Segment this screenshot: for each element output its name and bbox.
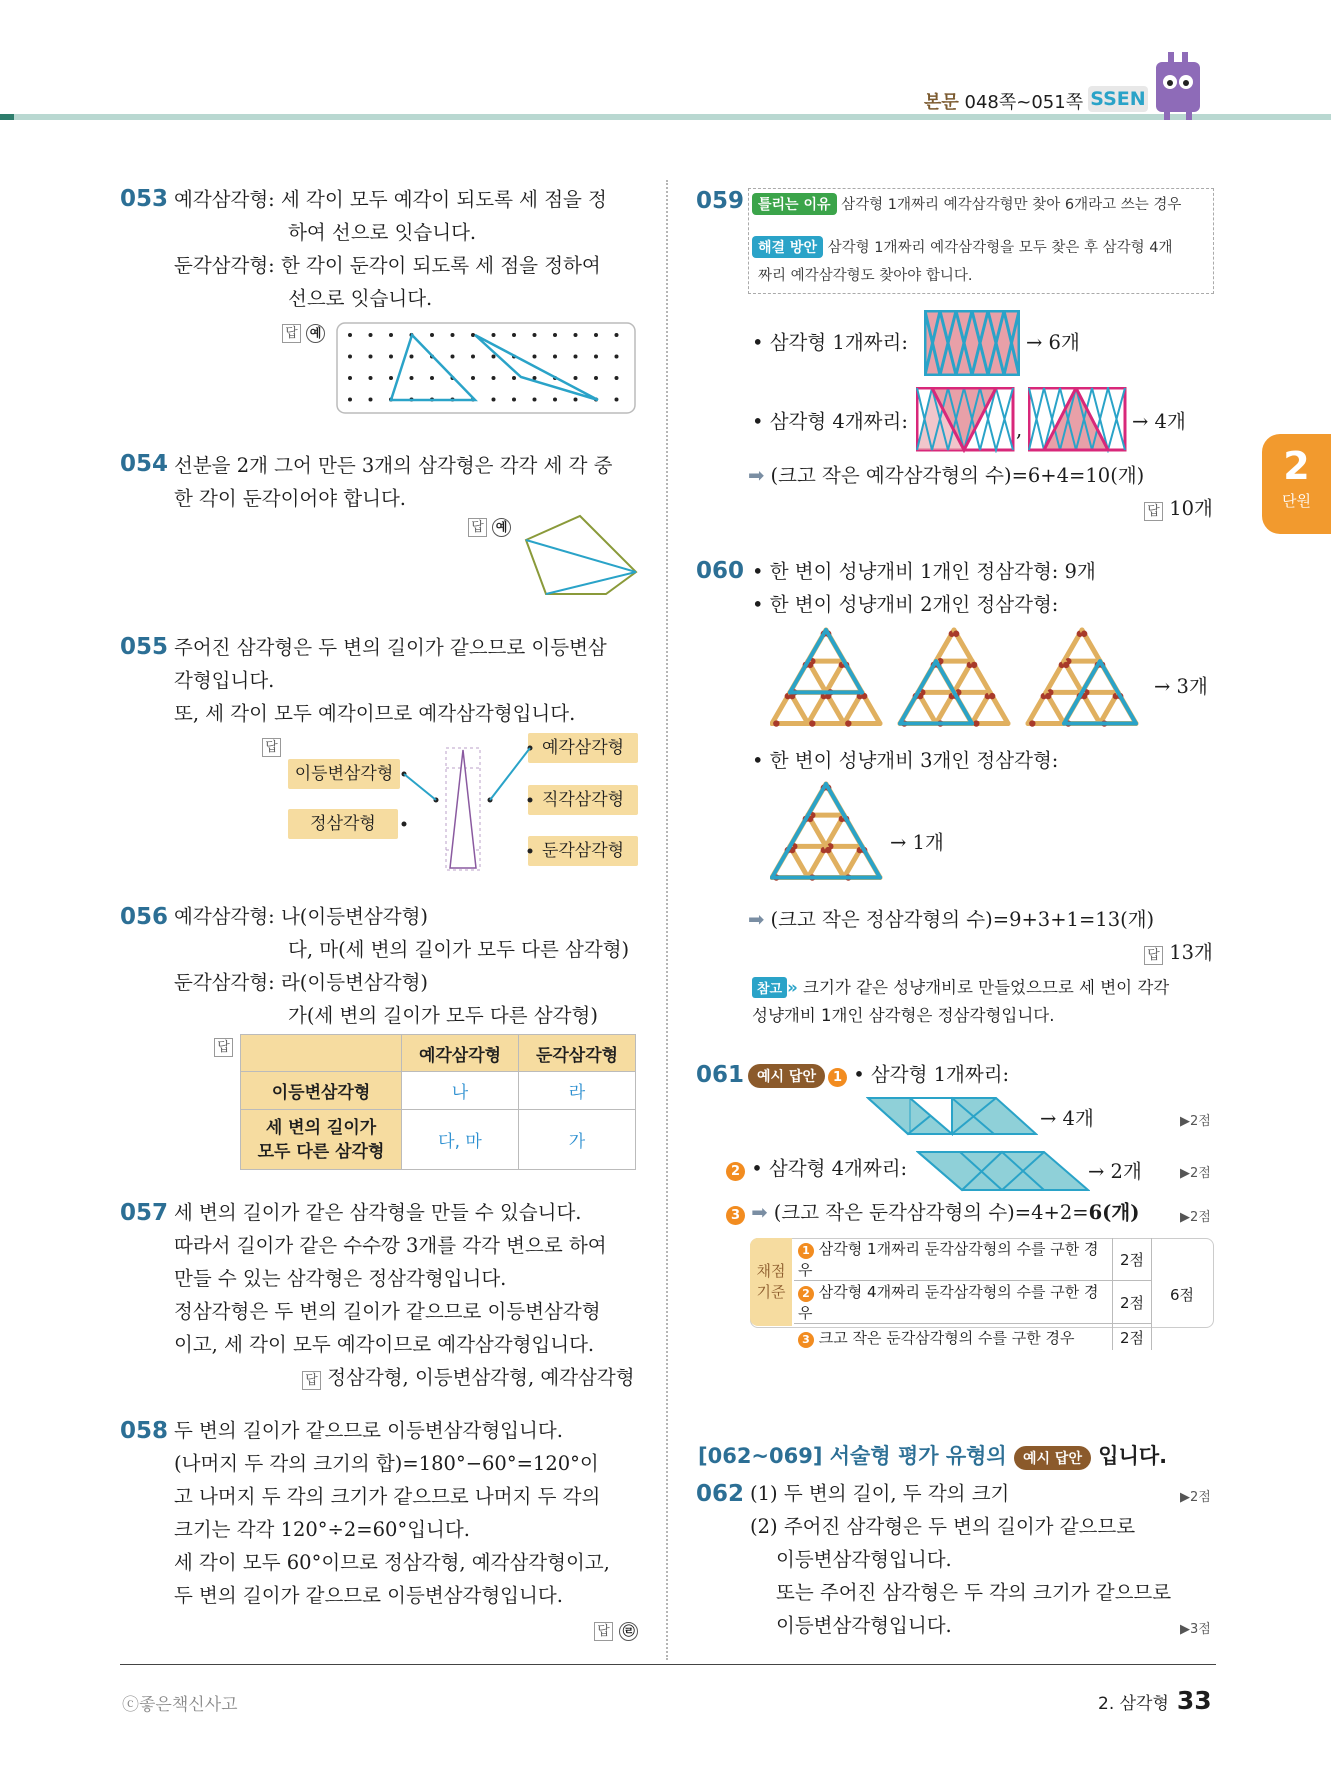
q061-step2-text: • 삼각형 4개짜리:	[751, 1157, 908, 1180]
q056-line-4: 가(세 변의 길이가 모두 다른 삼각형)	[288, 1004, 598, 1027]
q058-number: 058	[120, 1418, 169, 1444]
q055-right-acute[interactable]: 예각삼각형	[528, 733, 638, 763]
ssen-logo: SSEN	[1088, 86, 1148, 112]
q056-answer-mark	[214, 1036, 233, 1057]
matchstick-head	[989, 693, 995, 699]
q053-line-4: 선으로 잇습니다.	[288, 287, 433, 310]
grid-dot	[512, 333, 516, 337]
q056-row2-obtuse: 가	[519, 1110, 636, 1170]
grid-dot	[410, 376, 414, 380]
q062-line-1: (1) 두 변의 길이, 두 각의 크기	[750, 1482, 1010, 1505]
q059-wrong-row	[752, 193, 1181, 215]
grid-dot	[348, 376, 352, 380]
q061-step1-points: ▶2점	[1180, 1114, 1211, 1129]
q056-line-2: 다, 마(세 변의 길이가 모두 다른 삼각형)	[288, 938, 630, 961]
matchstick-head	[973, 720, 979, 726]
q061-step1-result: → 4개	[1040, 1107, 1094, 1130]
q061-scoring-table	[794, 1238, 1212, 1350]
grid-dot	[369, 376, 373, 380]
q056-table	[240, 1034, 636, 1170]
criteria-row-3	[794, 1324, 1113, 1351]
q055-left-isosceles[interactable]: 이등변삼각형	[288, 759, 400, 789]
q058-line-4: 크기는 각각 120°÷2=60°입니다.	[174, 1518, 470, 1541]
q056-line-1: 예각삼각형: 나(이등변삼각형)	[174, 905, 429, 928]
header-range: 048쪽~051쪽	[964, 92, 1084, 113]
q057-line-4: 정삼각형은 두 변의 길이가 같으므로 이등변삼각형	[174, 1300, 601, 1323]
grid-dot	[369, 333, 373, 337]
q055-matching-figure	[400, 740, 534, 880]
q059-row1-figure	[924, 310, 1020, 376]
grid-dot	[594, 376, 598, 380]
q060-result-3: → 1개	[890, 831, 944, 854]
q059-calc: ➡ (크고 작은 예각삼각형의 수)=6+4=10(개)	[748, 464, 1145, 487]
q061-step2-figure	[916, 1150, 1090, 1192]
step-3-icon: 3	[726, 1206, 745, 1225]
criteria-2-text: 삼각형 4개짜리 둔각삼각형의 수를 구한 경우	[798, 1283, 1099, 1322]
criteria-row-1	[794, 1238, 1113, 1281]
q061-step2	[726, 1152, 907, 1185]
q055-left-equilateral[interactable]: 정삼각형	[288, 809, 398, 839]
grid-dot	[574, 398, 578, 402]
q061-step3-text: (크고 작은 둔각삼각형의 수)=4+2=	[773, 1201, 1089, 1224]
q060-line-2: • 한 변이 성냥개비 2개인 정삼각형:	[752, 593, 1059, 616]
q062-line-3: 이등변삼각형입니다.	[776, 1548, 952, 1571]
matchstick-head	[971, 662, 977, 668]
section-heading-post: 입니다.	[1098, 1444, 1168, 1468]
q060-answer	[1144, 936, 1213, 969]
grid-dot	[348, 355, 352, 359]
q056-row2-label-2: 모두 다른 삼각형	[257, 1141, 385, 1162]
q061-step3-answer: 6(개)	[1088, 1201, 1140, 1224]
grid-dot	[389, 333, 393, 337]
q059-fix-text-1: 삼각형 1개짜리 예각삼각형을 모두 찾은 후 삼각형 4개	[827, 240, 1173, 256]
grid-dot	[389, 376, 393, 380]
example-mark: 예	[306, 324, 325, 343]
chapter-number: 2	[1283, 444, 1310, 488]
q060-line-3: • 한 변이 성냥개비 3개인 정삼각형:	[752, 749, 1059, 772]
answer-mark: 답	[1144, 946, 1163, 965]
header-prefix: 본문	[924, 92, 959, 113]
matchstick-head	[1063, 662, 1069, 668]
grid-dot	[492, 355, 496, 359]
grid-dot	[348, 398, 352, 402]
grid-dot	[492, 333, 496, 337]
q060-answer-text: 13개	[1169, 941, 1213, 964]
q059-fix-row	[752, 236, 1172, 258]
header-rule-accent	[0, 114, 14, 120]
q056-row2-acute: 다, 마	[402, 1110, 519, 1170]
q059-row1-label: • 삼각형 1개짜리:	[752, 331, 908, 354]
grid-dot	[615, 398, 619, 402]
criteria-1-icon: 1	[798, 1243, 814, 1259]
criteria-2-icon: 2	[798, 1286, 814, 1302]
section-heading-pre: [062~069] 서술형 평가 유형의	[698, 1444, 1007, 1468]
grid-dot	[615, 333, 619, 337]
grid-dot	[553, 398, 557, 402]
q058-line-6: 두 변의 길이가 같으므로 이등변삼각형입니다.	[174, 1584, 563, 1607]
q053-answer-mark	[282, 322, 325, 343]
criteria-row-2	[794, 1281, 1113, 1324]
matchstick-head	[953, 631, 959, 637]
criteria-2-points: 2점	[1113, 1281, 1152, 1324]
q059-fix-text-2: 짜리 예각삼각형도 찾아야 합니다.	[758, 268, 973, 284]
q059-number: 059	[696, 188, 745, 214]
q056-row1-acute: 나	[402, 1072, 519, 1110]
q060-ref-text-1: 크기가 같은 성냥개비로 만들었으므로 세 변이 각각	[803, 978, 1170, 997]
q057-answer-text: 정삼각형, 이등변삼각형, 예각삼각형	[327, 1366, 635, 1389]
matchstick-head	[773, 720, 779, 726]
answer-mark: 답	[594, 1622, 613, 1641]
q056-th-obtuse: 둔각삼각형	[519, 1035, 636, 1072]
answer-mark: 답	[214, 1038, 233, 1057]
q061-step1-figure	[866, 1096, 1038, 1136]
q060-number: 060	[696, 558, 745, 584]
q056-th-acute: 예각삼각형	[402, 1035, 519, 1072]
q058-answer-text: ㉣	[619, 1622, 638, 1641]
q056-row2-label-1: 세 변의 길이가	[265, 1117, 377, 1138]
q062-line-5: 이등변삼각형입니다.	[776, 1614, 952, 1637]
q061-number: 061	[696, 1062, 745, 1088]
q061-scoring-label-2: 기준	[756, 1283, 786, 1301]
q061-step2-points: ▶2점	[1180, 1166, 1211, 1181]
q059-row2-figure-a	[916, 387, 1016, 453]
grid-dot	[574, 355, 578, 359]
criteria-3-text: 크고 작은 둔각삼각형의 수를 구한 경우	[818, 1328, 1075, 1347]
grid-dot	[389, 355, 393, 359]
q060-line-1: • 한 변이 성냥개비 1개인 정삼각형: 9개	[752, 560, 1096, 583]
q055-number: 055	[120, 634, 169, 660]
q062-line-1-points: ▶2점	[1180, 1490, 1211, 1505]
grid-dot	[533, 398, 537, 402]
q061-scoring-label-1: 채점	[756, 1262, 786, 1280]
q058-line-3: 고 나머지 두 각의 크기가 같으므로 나머지 두 각의	[174, 1485, 601, 1508]
q055-answer-mark	[262, 736, 281, 757]
grid-dot	[369, 355, 373, 359]
example-mark: 예	[492, 518, 511, 537]
q060-ref-label: 참고	[752, 977, 787, 998]
grid-dot	[471, 333, 475, 337]
q057-line-3: 만들 수 있는 삼각형은 정삼각형입니다.	[174, 1267, 507, 1290]
q061-step3: 3 ➡ (크고 작은 둔각삼각형의 수)=4+2=6(개)	[726, 1196, 1139, 1229]
q053-line-2: 하여 선으로 잇습니다.	[288, 221, 477, 244]
footer-chapter: 2. 삼각형	[1098, 1694, 1169, 1714]
q056-row1-obtuse: 라	[519, 1072, 636, 1110]
q061-example-pill: 예시 답안	[748, 1064, 825, 1088]
q062-line-4: 또는 주어진 삼각형은 두 각의 크기가 같으므로	[776, 1581, 1172, 1604]
grid-dot	[594, 355, 598, 359]
grid-dot	[471, 355, 475, 359]
answer-mark: 답	[302, 1371, 321, 1390]
q053-line-1: 예각삼각형: 세 각이 모두 예각이 되도록 세 점을 정	[174, 188, 607, 211]
q059-calc-text: (크고 작은 예각삼각형의 수)=6+4=10(개)	[770, 464, 1145, 487]
q060-result-2: → 3개	[1154, 675, 1208, 698]
q061-step1-text: • 삼각형 1개짜리:	[853, 1063, 1010, 1086]
q054-number: 054	[120, 451, 169, 477]
grid-dot	[553, 355, 557, 359]
q053-dot-grid-figure	[336, 322, 636, 414]
q055-right-right[interactable]: 직각삼각형	[528, 785, 638, 815]
q057-answer	[302, 1361, 635, 1394]
q056-row1-label: 이등변삼각형	[241, 1072, 402, 1110]
grid-dot	[512, 376, 516, 380]
q057-line-5: 이고, 세 각이 모두 예각이므로 예각삼각형입니다.	[174, 1333, 595, 1356]
q054-line-2: 한 각이 둔각이어야 합니다.	[174, 487, 407, 510]
mascot-icon	[1150, 52, 1206, 120]
grid-dot	[512, 398, 516, 402]
grid-dot	[492, 376, 496, 380]
criteria-1-points: 2점	[1113, 1238, 1152, 1281]
grid-dot	[615, 376, 619, 380]
grid-dot	[430, 333, 434, 337]
step-2-icon: 2	[726, 1162, 745, 1181]
q056-line-3: 둔각삼각형: 라(이등변삼각형)	[174, 971, 429, 994]
criteria-total: 6점	[1169, 1285, 1195, 1304]
q058-line-1: 두 변의 길이가 같으므로 이등변삼각형입니다.	[174, 1419, 563, 1442]
answer-mark: 답	[262, 738, 281, 757]
grid-dot	[533, 333, 537, 337]
section-example-pill: 예시 답안	[1014, 1446, 1091, 1470]
matchstick-head	[1045, 693, 1051, 699]
criteria-3-points: 2점	[1113, 1324, 1152, 1351]
q060-calc-text: (크고 작은 정삼각형의 수)=9+3+1=13(개)	[770, 908, 1155, 931]
header-rule	[0, 114, 1331, 120]
section-heading	[698, 1440, 1167, 1470]
q053-number: 053	[120, 186, 169, 212]
grid-dot	[492, 398, 496, 402]
grid-dot	[553, 333, 557, 337]
q059-answer	[1144, 492, 1213, 525]
q060-matchstick-figure-size3	[770, 780, 890, 892]
matchstick-head	[809, 720, 815, 726]
answer-mark: 답	[1144, 502, 1163, 521]
q057-line-2: 따라서 길이가 같은 수수깡 3개를 각각 변으로 하여	[174, 1234, 607, 1257]
footer-copyright: ⓒ좋은책신사고	[122, 1695, 238, 1715]
grid-dot	[533, 355, 537, 359]
q058-line-2: (나머지 두 각의 크기의 합)=180°−60°=120°이	[174, 1452, 599, 1475]
grid-dot	[348, 333, 352, 337]
q062-line-2: (2) 주어진 삼각형은 두 변의 길이가 같으므로	[750, 1515, 1136, 1538]
q061-step1	[828, 1058, 1009, 1091]
grid-dot	[594, 333, 598, 337]
q059-fix-label: 해결 방안	[752, 236, 823, 258]
q055-line-2: 각형입니다.	[174, 669, 275, 692]
q060-reference: 참고 » 크기가 같은 성냥개비로 만들었으므로 세 변이 각각	[752, 974, 1169, 998]
q061-step3-points: ▶2점	[1180, 1210, 1211, 1225]
grid-dot	[451, 355, 455, 359]
grid-dot	[574, 333, 578, 337]
q061-step2-result: → 2개	[1088, 1160, 1142, 1183]
header-page-range	[924, 88, 1083, 114]
q054-answer-mark	[468, 516, 511, 537]
chapter-unit: 단원	[1282, 492, 1311, 510]
q060-calc: ➡ (크고 작은 정삼각형의 수)=9+3+1=13(개)	[748, 908, 1155, 931]
q060-ref-text-2: 성냥개비 1개인 삼각형은 정삼각형입니다.	[752, 1006, 1055, 1025]
q053-line-3: 둔각삼각형: 한 각이 둔각이 되도록 세 점을 정하여	[174, 254, 601, 277]
q056-th-empty	[241, 1035, 402, 1072]
q062-line-5-points: ▶3점	[1180, 1622, 1211, 1637]
criteria-1-text: 삼각형 1개짜리 둔각삼각형의 수를 구한 경우	[798, 1240, 1099, 1279]
q055-line-3: 또, 세 각이 모두 예각이므로 예각삼각형입니다.	[174, 702, 576, 725]
q058-line-5: 세 각이 모두 60°이므로 정삼각형, 예각삼각형이고,	[174, 1551, 610, 1574]
q061-scoring-label	[750, 1238, 792, 1326]
footer-rule	[120, 1664, 1216, 1665]
matchstick-head	[845, 720, 851, 726]
q059-comma: ,	[1016, 418, 1023, 441]
grid-dot	[471, 376, 475, 380]
grid-dot	[410, 355, 414, 359]
q054-pentagon-figure	[520, 514, 640, 598]
matchstick-head	[1029, 720, 1035, 726]
q056-number: 056	[120, 904, 169, 930]
column-divider	[666, 180, 668, 1660]
q058-answer	[594, 1612, 638, 1645]
q062-number: 062	[696, 1481, 745, 1507]
grid-dot	[615, 355, 619, 359]
q055-line-1: 주어진 삼각형은 두 변의 길이가 같으므로 이등변삼	[174, 636, 607, 659]
chapter-tab[interactable]	[1262, 434, 1331, 534]
step-1-icon: 1	[828, 1068, 847, 1087]
q059-row1-result: → 6개	[1026, 331, 1080, 354]
q056-row2-label	[241, 1110, 402, 1170]
q055-right-obtuse[interactable]: 둔각삼각형	[528, 836, 638, 866]
matchstick-head	[1081, 631, 1087, 637]
q060-matchstick-figures-size2	[770, 626, 1140, 738]
criteria-3-icon: 3	[798, 1332, 814, 1348]
q057-line-1: 세 변의 길이가 같은 삼각형을 만들 수 있습니다.	[174, 1201, 582, 1224]
q054-line-1: 선분을 2개 그어 만든 3개의 삼각형은 각각 세 각 중	[174, 454, 613, 477]
q059-row2-figure-b	[1028, 387, 1128, 453]
footer-page-number: 33	[1176, 1686, 1212, 1715]
q059-wrong-label: 틀리는 이유	[752, 193, 837, 215]
grid-dot	[451, 333, 455, 337]
q059-wrong-text: 삼각형 1개짜리 예각삼각형만 찾아 6개라고 쓰는 경우	[841, 197, 1182, 213]
grid-dot	[369, 398, 373, 402]
grid-dot	[430, 376, 434, 380]
footer-page-info	[1098, 1686, 1212, 1715]
answer-mark: 답	[282, 324, 301, 343]
answer-mark: 답	[468, 518, 487, 537]
q059-row2-label: • 삼각형 4개짜리:	[752, 410, 908, 433]
q061-pill-wrap	[748, 1064, 825, 1088]
q059-row2-result: → 4개	[1132, 410, 1186, 433]
grid-dot	[574, 376, 578, 380]
matchstick-head	[825, 847, 831, 853]
q059-answer-text: 10개	[1169, 497, 1213, 520]
q057-number: 057	[120, 1200, 169, 1226]
